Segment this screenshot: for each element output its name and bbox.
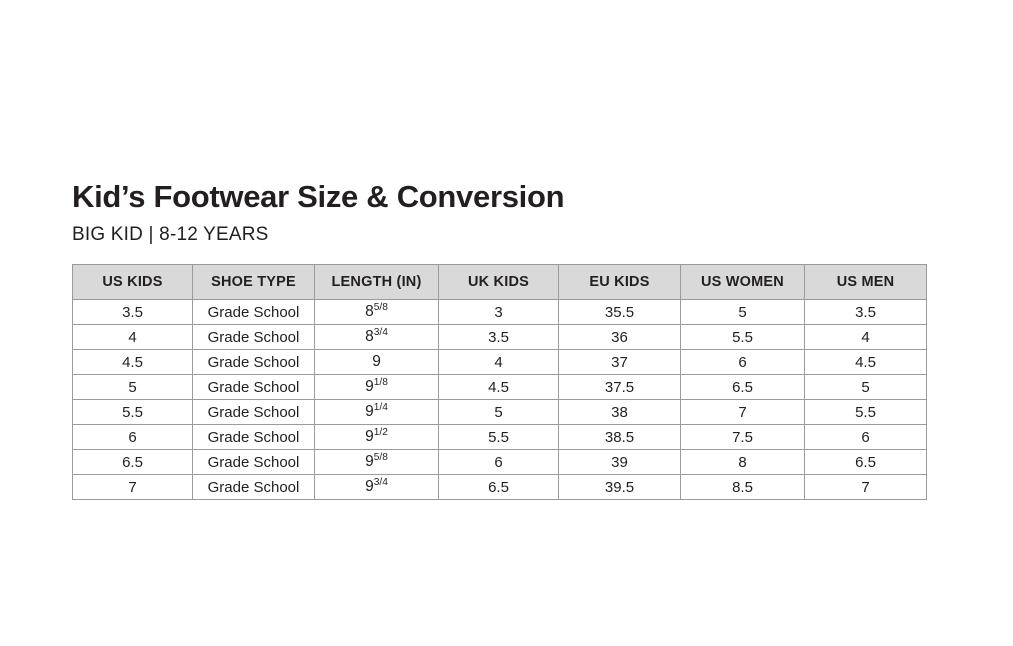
length-fraction: 1/8 — [373, 377, 388, 389]
size-conversion-table — [72, 264, 927, 500]
cell-shoe-type: Grade School — [193, 300, 315, 325]
cell-shoe-type: Grade School — [193, 425, 315, 450]
table-row — [73, 350, 927, 375]
table-row — [73, 425, 927, 450]
column-header-eu-kids: EU KIDS — [559, 265, 681, 300]
column-header-shoe-type: SHOE TYPE — [193, 265, 315, 300]
cell-us-women: 8 — [681, 450, 805, 475]
cell-us-men: 5 — [805, 375, 927, 400]
length-whole: 9 — [365, 478, 374, 496]
cell-eu-kids: 36 — [559, 325, 681, 350]
cell-uk-kids: 3 — [439, 300, 559, 325]
cell-length-in — [315, 350, 439, 375]
cell-us-women: 7 — [681, 400, 805, 425]
cell-shoe-type: Grade School — [193, 400, 315, 425]
column-header-length-in: LENGTH (IN) — [315, 265, 439, 300]
size-chart-page — [72, 180, 932, 500]
cell-length-in — [315, 300, 439, 325]
cell-us-kids: 4.5 — [73, 350, 193, 375]
cell-us-kids: 5.5 — [73, 400, 193, 425]
cell-length-in — [315, 325, 439, 350]
cell-us-kids: 7 — [73, 475, 193, 500]
cell-length-in — [315, 425, 439, 450]
cell-shoe-type: Grade School — [193, 475, 315, 500]
cell-uk-kids: 4.5 — [439, 375, 559, 400]
cell-eu-kids: 38 — [559, 400, 681, 425]
cell-shoe-type: Grade School — [193, 375, 315, 400]
table-header — [73, 265, 927, 300]
page-title: Kid’s Footwear Size & Conversion — [72, 179, 565, 214]
column-header-us-women: US WOMEN — [681, 265, 805, 300]
cell-eu-kids: 38.5 — [559, 425, 681, 450]
cell-us-men: 3.5 — [805, 300, 927, 325]
table-row — [73, 375, 927, 400]
length-whole: 9 — [365, 453, 374, 471]
cell-uk-kids: 3.5 — [439, 325, 559, 350]
table-body — [73, 300, 927, 500]
cell-eu-kids: 39 — [559, 450, 681, 475]
cell-us-kids: 3.5 — [73, 300, 193, 325]
length-whole: 9 — [365, 403, 374, 421]
cell-eu-kids: 37.5 — [559, 375, 681, 400]
cell-us-women: 5 — [681, 300, 805, 325]
length-fraction: 1/2 — [373, 427, 388, 439]
length-whole: 8 — [365, 328, 374, 346]
cell-length-in — [315, 450, 439, 475]
cell-shoe-type: Grade School — [193, 350, 315, 375]
cell-eu-kids: 39.5 — [559, 475, 681, 500]
cell-eu-kids: 35.5 — [559, 300, 681, 325]
cell-us-women: 6.5 — [681, 375, 805, 400]
cell-us-men: 5.5 — [805, 400, 927, 425]
cell-length-in — [315, 475, 439, 500]
cell-shoe-type: Grade School — [193, 325, 315, 350]
cell-uk-kids: 6.5 — [439, 475, 559, 500]
length-fraction: 3/4 — [373, 477, 388, 489]
cell-uk-kids: 5 — [439, 400, 559, 425]
cell-us-kids: 6 — [73, 425, 193, 450]
cell-us-men: 4.5 — [805, 350, 927, 375]
length-fraction: 5/8 — [373, 452, 388, 464]
cell-us-kids: 5 — [73, 375, 193, 400]
cell-us-men: 6.5 — [805, 450, 927, 475]
cell-shoe-type: Grade School — [193, 450, 315, 475]
cell-uk-kids: 5.5 — [439, 425, 559, 450]
cell-us-women: 5.5 — [681, 325, 805, 350]
cell-us-women: 8.5 — [681, 475, 805, 500]
cell-length-in — [315, 375, 439, 400]
cell-length-in — [315, 400, 439, 425]
cell-uk-kids: 4 — [439, 350, 559, 375]
table-row — [73, 475, 927, 500]
length-whole: 9 — [365, 378, 374, 396]
column-header-us-men: US MEN — [805, 265, 927, 300]
cell-eu-kids: 37 — [559, 350, 681, 375]
table-row — [73, 400, 927, 425]
table-header-row — [73, 265, 927, 300]
cell-us-men: 7 — [805, 475, 927, 500]
length-whole: 8 — [365, 303, 374, 321]
cell-us-kids: 4 — [73, 325, 193, 350]
length-whole: 9 — [372, 353, 381, 371]
table-row — [73, 300, 927, 325]
length-whole: 9 — [365, 428, 374, 446]
table-row — [73, 325, 927, 350]
column-header-uk-kids: UK KIDS — [439, 265, 559, 300]
page-subtitle: BIG KID | 8-12 YEARS — [72, 224, 269, 246]
length-fraction: 1/4 — [373, 402, 388, 414]
cell-uk-kids: 6 — [439, 450, 559, 475]
table-row — [73, 450, 927, 475]
cell-us-men: 4 — [805, 325, 927, 350]
cell-us-women: 7.5 — [681, 425, 805, 450]
cell-us-men: 6 — [805, 425, 927, 450]
cell-us-kids: 6.5 — [73, 450, 193, 475]
column-header-us-kids: US KIDS — [73, 265, 193, 300]
length-fraction: 3/4 — [373, 327, 388, 339]
cell-us-women: 6 — [681, 350, 805, 375]
length-fraction: 5/8 — [373, 302, 388, 314]
